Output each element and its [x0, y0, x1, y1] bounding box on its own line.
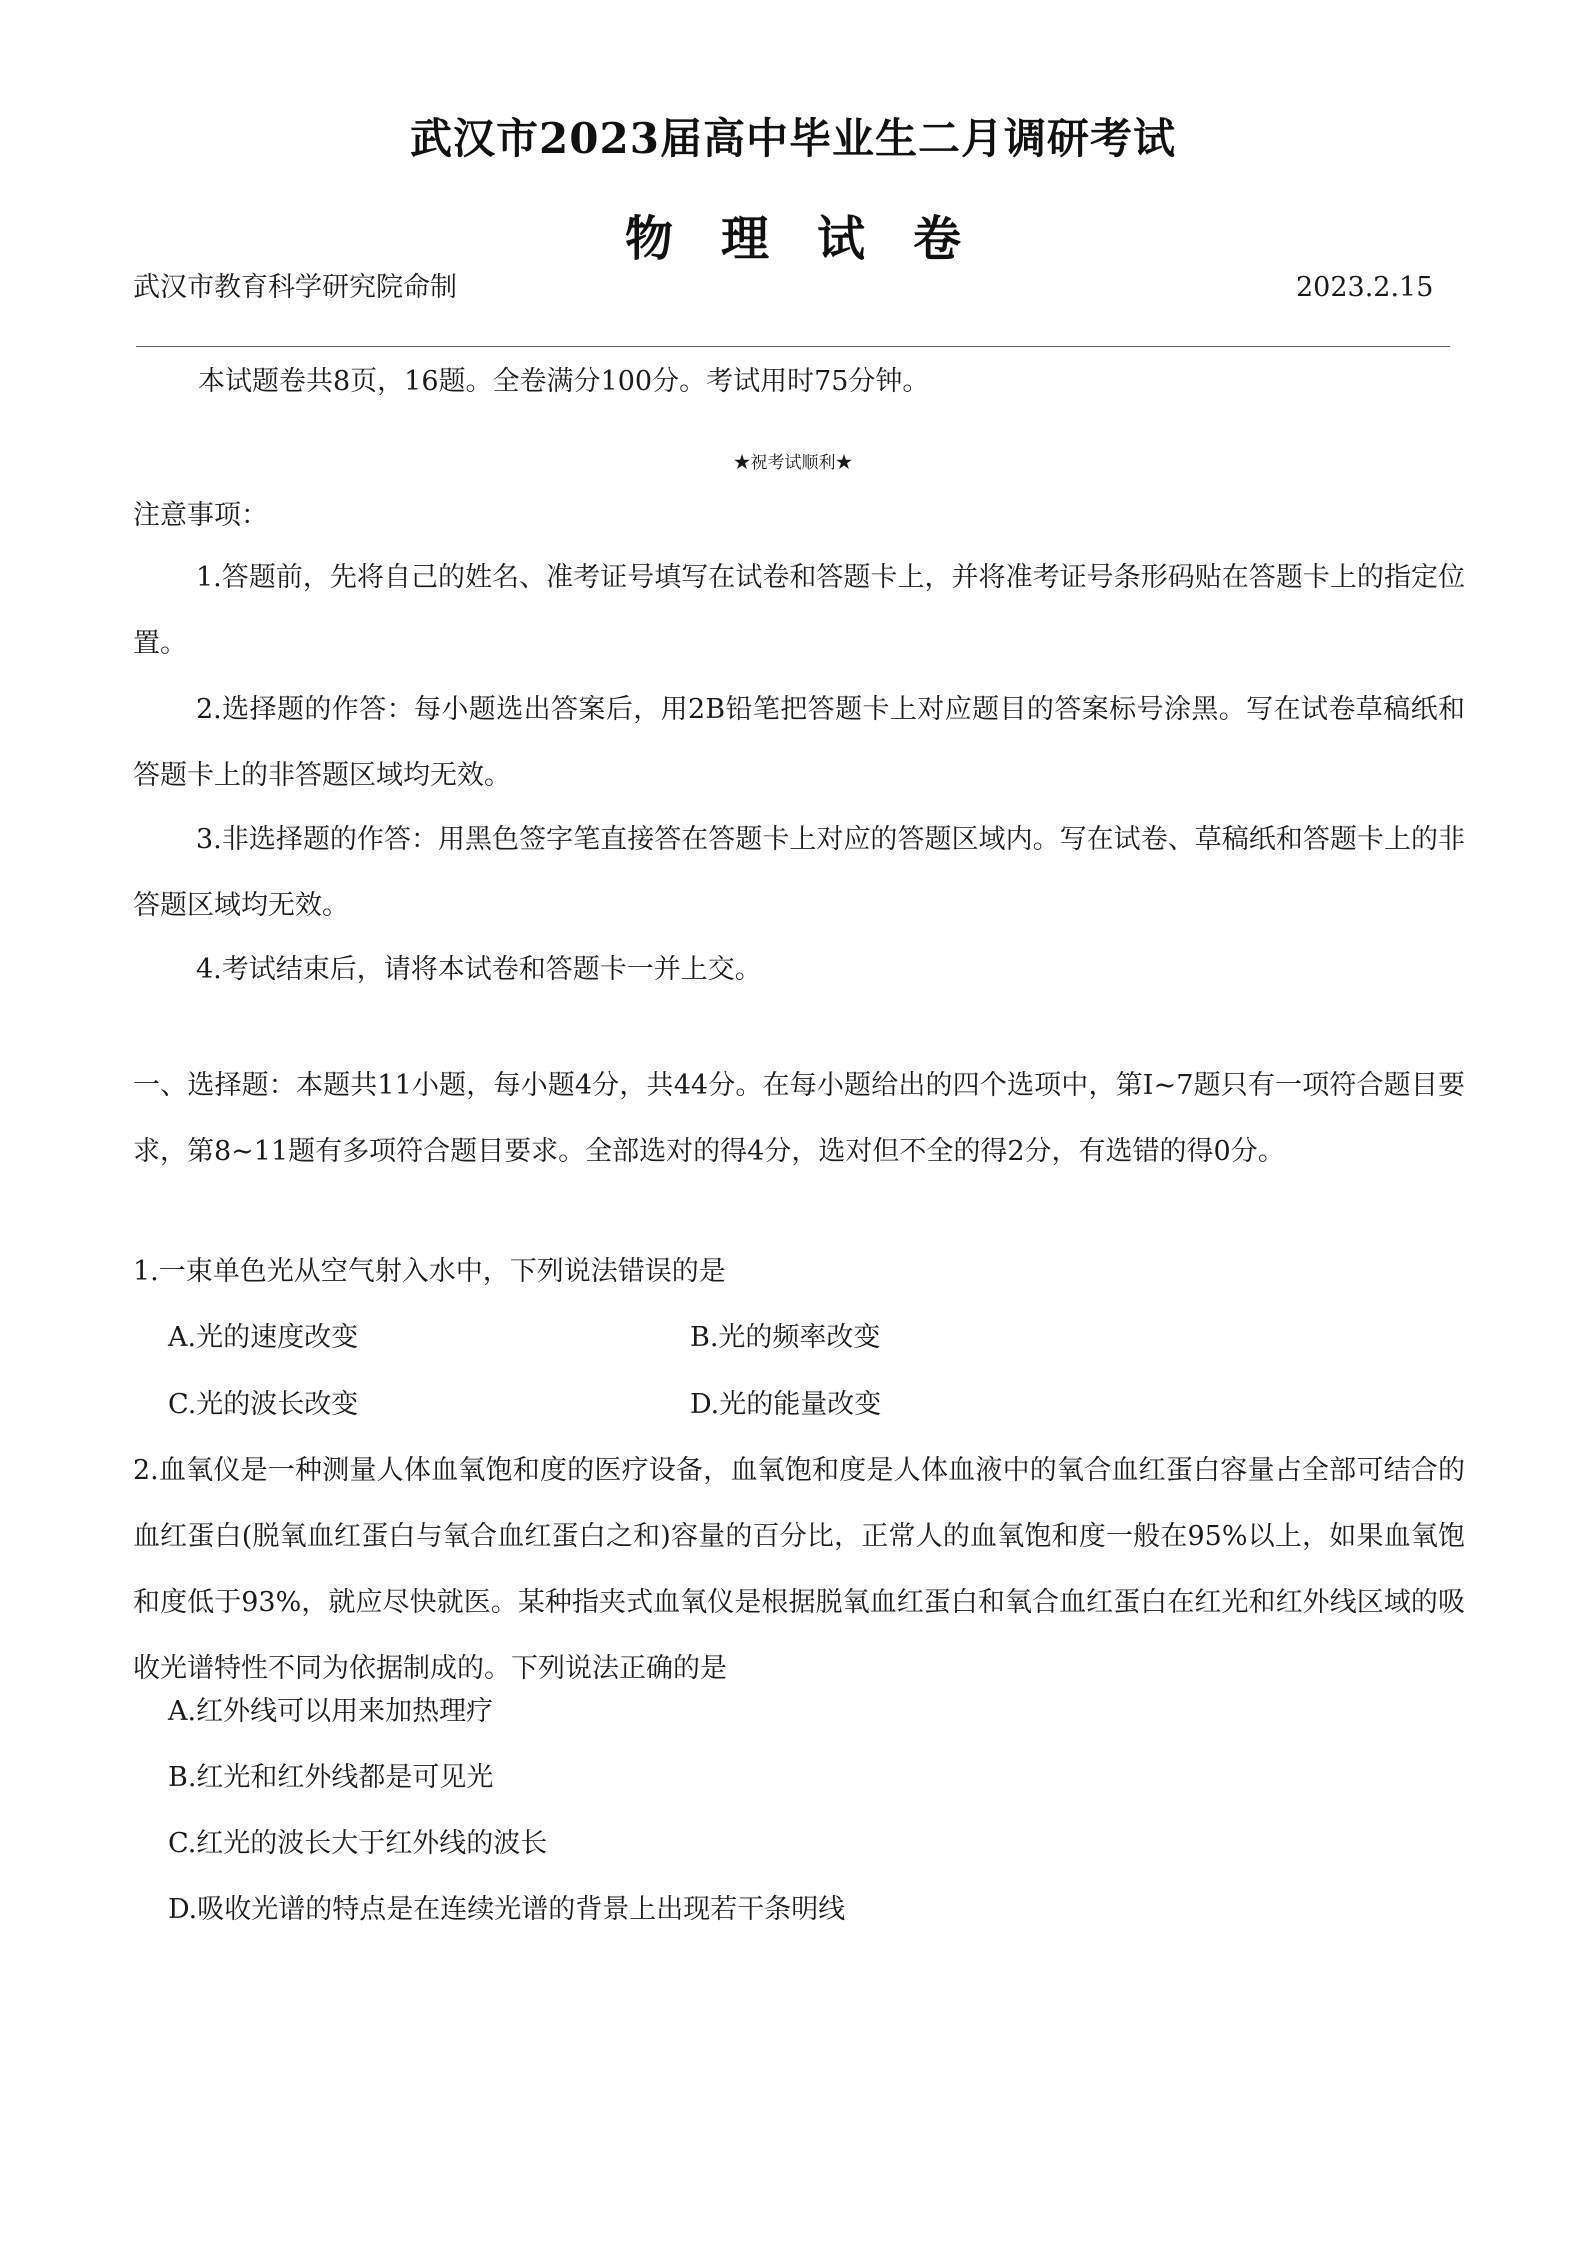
question-2-option-a: A.红外线可以用来加热理疗 — [168, 1696, 494, 1727]
exam-date: 2023.2.15 — [1296, 272, 1434, 303]
question-2-stem: 2.血氧仪是一种测量人体血氧饱和度的医疗设备，血氧饱和度是人体血液中的氧合血红蛋白容量占全部可结合的血红蛋白(脱氧血红蛋白与氧合血红蛋白之和)容量的百分比，正常人的血氧饱和度一般在95%以上，如果血氧饱和度低于93%，就应尽快就医。某种指夹式血氧仪是根据脱氧血红蛋白和氧合血红蛋白在红光和红外线区域的吸收光谱特性不同为依据制成的。下列说法正确的是 — [133, 1455, 1465, 1684]
notice-item-3: 3.非选择题的作答：用黑色签字笔直接答在答题卡上对应的答题区域内。写在试卷、草稿纸和答题卡上的非答题区域均无效。 — [133, 824, 1465, 921]
question-2-option-d: D.吸收光谱的特点是在连续光谱的背景上出现若干条明线 — [168, 1894, 846, 1925]
question-1-stem: 1.一束单色光从空气射入水中，下列说法错误的是 — [133, 1256, 726, 1287]
question-1-option-c: C.光的波长改变 — [168, 1389, 359, 1420]
section-instructions: 一、选择题：本题共11小题，每小题4分，共44分。在每小题给出的四个选项中，第Ⅰ~7题只有一项符合题目要求，第8~11题有多项符合题目要求。全部选对的得4分，选对但不全的得2分，有选错的得0分。 — [133, 1070, 1465, 1167]
notice-item-1: 1.答题前，先将自己的姓名、准考证号填写在试卷和答题卡上，并将准考证号条形码贴在答题卡上的指定位置。 — [133, 562, 1465, 659]
question-1-option-a: A.光的速度改变 — [168, 1322, 359, 1353]
header-divider — [136, 346, 1450, 347]
exam-intro: 本试题卷共8页，16题。全卷满分100分。考试用时75分钟。 — [198, 366, 930, 397]
question-2-option-b: B.红光和红外线都是可见光 — [168, 1762, 494, 1793]
notice-heading: 注意事项： — [133, 500, 268, 531]
exam-title: 武汉市2023届高中毕业生二月调研考试 — [410, 114, 1176, 163]
notice-item-4: 4.考试结束后，请将本试卷和答题卡一并上交。 — [196, 954, 762, 985]
notice-item-2: 2.选择题的作答：每小题选出答案后，用2B铅笔把答题卡上对应题目的答案标号涂黑。写在试卷草稿纸和答题卡上的非答题区域均无效。 — [133, 694, 1465, 791]
question-2-option-c: C.红光的波长大于红外线的波长 — [168, 1828, 548, 1859]
issuer-label: 武汉市教育科学研究院命制 — [133, 272, 457, 303]
blessing-text: ★祝考试顺利★ — [733, 453, 853, 473]
question-1-option-d: D.光的能量改变 — [690, 1389, 882, 1420]
question-1-option-b: B.光的频率改变 — [690, 1322, 881, 1353]
subject-title: 物理试卷 — [624, 211, 1009, 267]
